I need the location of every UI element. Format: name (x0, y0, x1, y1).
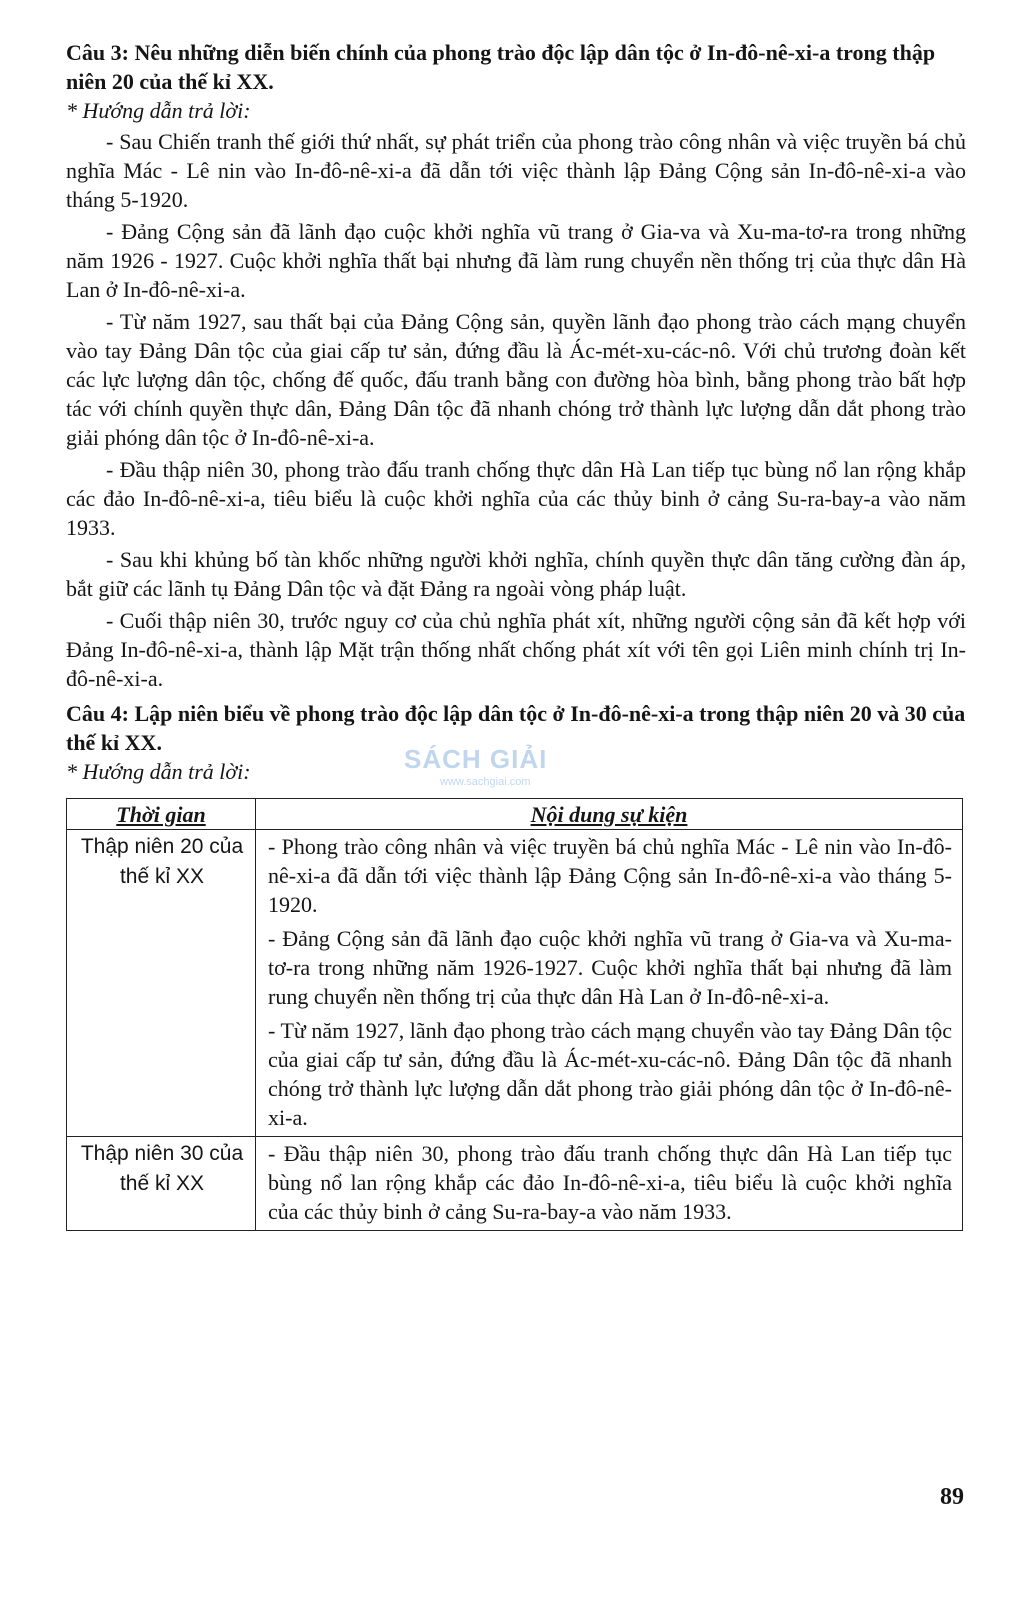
timeline-table (66, 798, 963, 1231)
answer-paragraph: - Sau Chiến tranh thế giới thứ nhất, sự phát triển của phong trào công nhân và việc truyền bá chủ nghĩa Mác - Lê nin vào In-đô-nê-xi-a đã dẫn tới việc thành lập Đảng Cộng sản In-đô-nê-xi-a vào tháng 5-1920. (66, 129, 966, 212)
table-row (67, 1137, 963, 1231)
event-item: - Đảng Cộng sản đã lãnh đạo cuộc khởi nghĩa vũ trang ở Gia-va và Xu-ma-tơ-ra trong những năm 1926-1927. Cuộc khởi nghĩa thất bại nhưng đã làm rung chuyển nền thống trị của thực dân Hà Lan ở In-đô-nê-xi-a. (268, 926, 952, 1009)
document-page (66, 38, 966, 1231)
question-4-title: Câu 4: Lập niên biểu về phong trào độc lập dân tộc ở In-đô-nê-xi-a trong thập niên 20 và 30 của thế kỉ XX. (66, 701, 966, 755)
answer-guide-label: * Hướng dẫn trả lời: (66, 98, 251, 123)
answer-paragraph: - Từ năm 1927, sau thất bại của Đảng Cộng sản, quyền lãnh đạo phong trào cách mạng chuyển vào tay Đảng Dân tộc của giai cấp tư sản, đứng đầu là Ác-mét-xu-các-nô. Với chủ trương đoàn kết các lực lượng dân tộc, chống đế quốc, đấu tranh bằng con đường hòa bình, bằng phong trào bất hợp tác với chính quyền thực dân, Đảng Dân tộc đã nhanh chóng trở thành lực lượng dẫn dắt phong trào giải phóng dân tộc ở In-đô-nê-xi-a. (66, 309, 966, 450)
table-row (67, 830, 963, 1137)
question-3-title: Câu 3: Nêu những diễn biến chính của phong trào độc lập dân tộc ở In-đô-nê-xi-a trong thập niên 20 của thế kỉ XX. (66, 40, 936, 94)
watermark-text: SÁCH GIẢI (404, 744, 548, 774)
time-cell: Thập niên 30 của thế kỉ XX (67, 1137, 256, 1231)
events-cell (256, 830, 963, 1137)
event-item: - Từ năm 1927, lãnh đạo phong trào cách mạng chuyển vào tay Đảng Dân tộc của giai cấp tư sản, đứng đầu là Ác-mét-xu-các-nô. Đảng Dân tộc đã nhanh chóng trở thành lực lượng dẫn dắt phong trào giải phóng dân tộc ở In-đô-nê-xi-a. (268, 1018, 952, 1130)
column-header-events: Nội dung sự kiện (256, 799, 963, 830)
table-header-row (67, 799, 963, 830)
events-cell (256, 1137, 963, 1231)
page-number: 89 (940, 1484, 964, 1510)
answer-paragraph: - Sau khi khủng bố tàn khốc những người khởi nghĩa, chính quyền thực dân tăng cường đàn áp, bắt giữ các lãnh tụ Đảng Dân tộc và đặt Đảng ra ngoài vòng pháp luật. (66, 547, 966, 601)
event-item: - Đầu thập niên 30, phong trào đấu tranh chống thực dân Hà Lan tiếp tục bùng nổ lan rộng khắp các đảo In-đô-nê-xi-a, tiêu biểu là cuộc khởi nghĩa của các thủy binh ở cảng Su-ra-bay-a vào năm 1933. (268, 1141, 952, 1224)
answer-guide-label: * Hướng dẫn trả lời: (66, 759, 251, 784)
column-header-time: Thời gian (67, 799, 256, 830)
time-cell: Thập niên 20 của thế kỉ XX (67, 830, 256, 1137)
answer-paragraph: - Đảng Cộng sản đã lãnh đạo cuộc khởi nghĩa vũ trang ở Gia-va và Xu-ma-tơ-ra trong những năm 1926 - 1927. Cuộc khởi nghĩa thất bại nhưng đã làm rung chuyển nền thống trị của thực dân Hà Lan ở In-đô-nê-xi-a. (66, 219, 966, 302)
answer-paragraph: - Cuối thập niên 30, trước nguy cơ của chủ nghĩa phát xít, những người cộng sản đã kết hợp với Đảng In-đô-nê-xi-a, thành lập Mặt trận thống nhất chống phát xít với tên gọi Liên minh chính trị In-đô-nê-xi-a. (66, 608, 966, 691)
event-item: - Phong trào công nhân và việc truyền bá chủ nghĩa Mác - Lê nin vào In-đô-nê-xi-a đã dẫn tới việc thành lập Đảng Cộng sản In-đô-nê-xi-a vào tháng 5-1920. (268, 834, 952, 917)
answer-paragraph: - Đầu thập niên 30, phong trào đấu tranh chống thực dân Hà Lan tiếp tục bùng nổ lan rộng khắp các đảo In-đô-nê-xi-a, tiêu biểu là cuộc khởi nghĩa của các thủy binh ở cảng Su-ra-bay-a vào năm 1933. (66, 457, 966, 540)
watermark-url: www.sachgiai.com (440, 776, 531, 788)
